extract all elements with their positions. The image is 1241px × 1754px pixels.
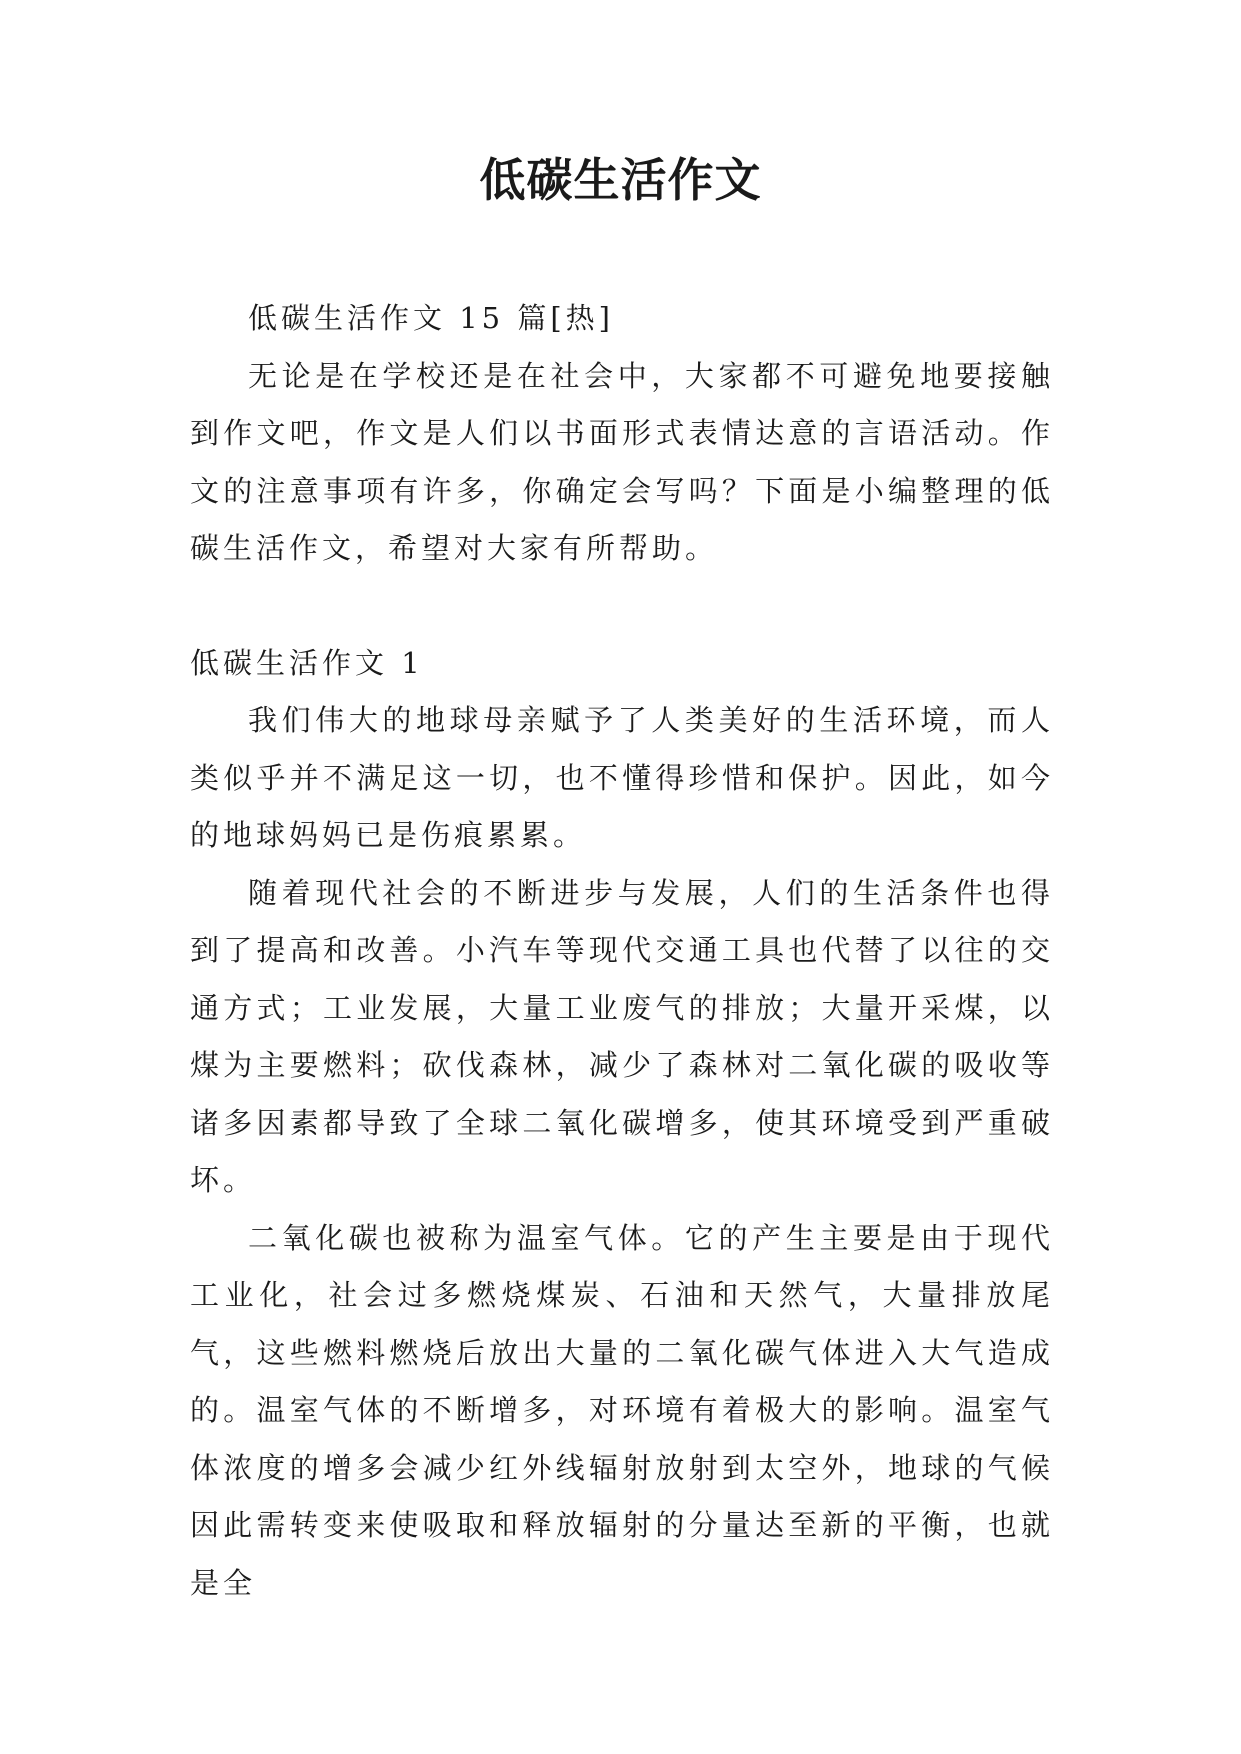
document-body (190, 290, 1054, 1612)
document-title: 低碳生活作文 (479, 153, 762, 207)
section-spacer (190, 578, 1054, 635)
body-paragraph-3: 二氧化碳也被称为温室气体。它的产生主要是由于现代工业化，社会过多燃烧煤炭、石油和天然气，大量排放尾气，这些燃料燃烧后放出大量的二氧化碳气体进入大气造成的。温室气体的不断增多，对环境有着极大的影响。温室气体浓度的增多会减少红外线辐射放射到太空外，地球的气候因此需转变来使吸取和释放辐射的分量达至新的平衡，也就是全 (190, 1220, 1054, 1600)
document-subtitle: 低碳生活作文 15 篇[热] (248, 301, 614, 335)
body-paragraph-2: 随着现代社会的不断进步与发展，人们的生活条件也得到了提高和改善。小汽车等现代交通工具也代替了以往的交通方式；工业发展，大量工业废气的排放；大量开采煤，以煤为主要燃料；砍伐森林，减少了森林对二氧化碳的吸收等诸多因素都导致了全球二氧化碳增多，使其环境受到严重破坏。 (190, 875, 1054, 1197)
section-heading: 低碳生活作文 1 (190, 645, 424, 680)
intro-paragraph: 无论是在学校还是在社会中，大家都不可避免地要接触到作文吧，作文是人们以书面形式表情达意的言语活动。作文的注意事项有许多，你确定会写吗？下面是小编整理的低碳生活作文，希望对大家有所帮助。 (190, 358, 1054, 565)
body-paragraph-1: 我们伟大的地球母亲赋予了人类美好的生活环境，而人类似乎并不满足这一切，也不懂得珍惜和保护。因此，如今的地球妈妈已是伤痕累累。 (190, 703, 1054, 852)
